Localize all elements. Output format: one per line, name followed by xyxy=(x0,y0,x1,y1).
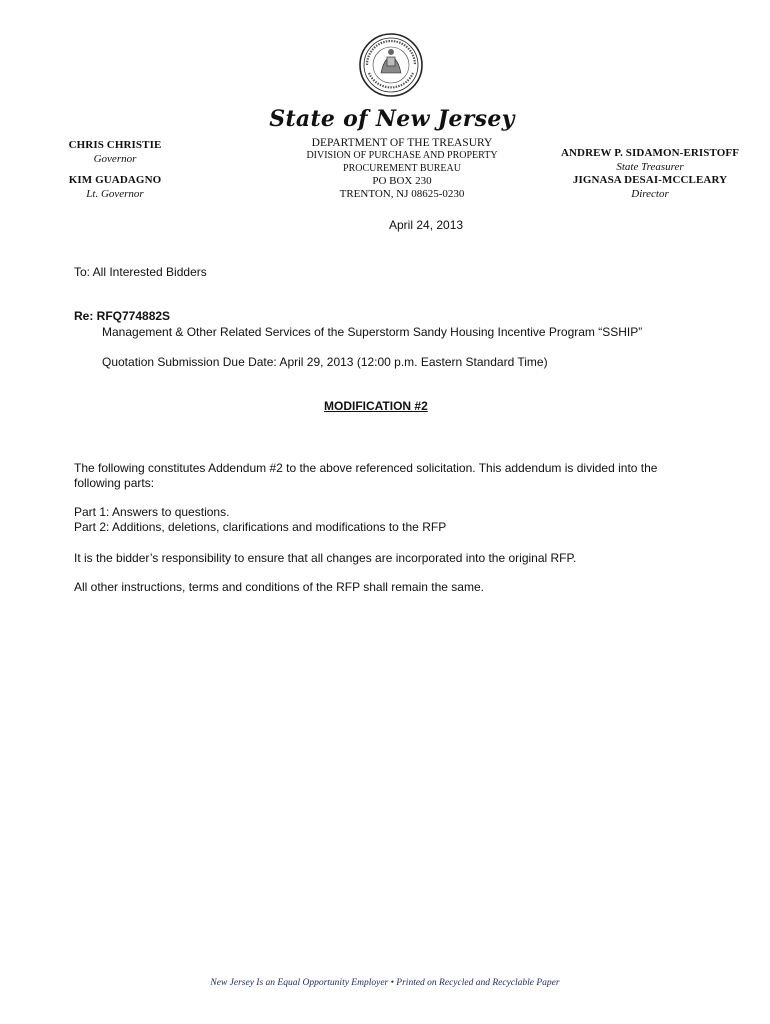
treasurer-title: State Treasurer xyxy=(616,160,684,173)
letter-date: April 24, 2013 xyxy=(389,218,464,232)
po-box: PO BOX 230 xyxy=(372,175,432,188)
footer-text: New Jersey Is an Equal Opportunity Employer • Printed on Recycled and Recyclable Paper xyxy=(210,978,560,988)
department-name: DEPARTMENT OF THE TREASURY xyxy=(311,137,493,149)
part-1-line: Part 1: Answers to questions. xyxy=(74,505,230,519)
masthead-title: State of New Jersey xyxy=(269,106,515,132)
subject-description: Management & Other Related Services of the Superstorm Sandy Housing Incentive Program “SSHIP” xyxy=(102,325,643,339)
lt-governor-name: KIM GUADAGNO xyxy=(68,174,162,186)
treasurer-name: ANDREW P. SIDAMON-ERISTOFF xyxy=(560,147,740,159)
governor-title: Governor xyxy=(93,152,137,165)
responsibility-paragraph: It is the bidder’s responsibility to ensure that all changes are incorporated into the original RFP. xyxy=(74,551,577,565)
division-name: DIVISION OF PURCHASE AND PROPERTY xyxy=(306,149,498,161)
bureau-name: PROCUREMENT BUREAU xyxy=(343,162,461,174)
modification-heading: MODIFICATION #2 xyxy=(324,399,428,413)
city-address: TRENTON, NJ 08625-0230 xyxy=(339,188,465,201)
director-name: JIGNASA DESAI-MCCLEARY xyxy=(572,174,728,186)
subject-reference: Re: RFQ774882S xyxy=(74,309,171,323)
letterhead-left xyxy=(40,139,190,201)
lt-governor-title: Lt. Governor xyxy=(86,187,144,200)
recipient-line: To: All Interested Bidders xyxy=(74,265,207,279)
director-title: Director xyxy=(631,187,669,200)
state-seal xyxy=(359,33,423,97)
letterhead-right xyxy=(550,147,750,201)
letterhead-center xyxy=(290,137,514,201)
due-date-line: Quotation Submission Due Date: April 29, 2013 (12:00 p.m. Eastern Standard Time) xyxy=(102,355,548,369)
part-2-line: Part 2: Additions, deletions, clarifications and modifications to the RFP xyxy=(74,520,447,534)
other-instructions-paragraph: All other instructions, terms and conditions of the RFP shall remain the same. xyxy=(74,580,484,594)
intro-paragraph: The following constitutes Addendum #2 to the above referenced solicitation. This addendum is divided into the following parts: xyxy=(74,461,658,490)
governor-name: CHRIS CHRISTIE xyxy=(68,139,162,151)
